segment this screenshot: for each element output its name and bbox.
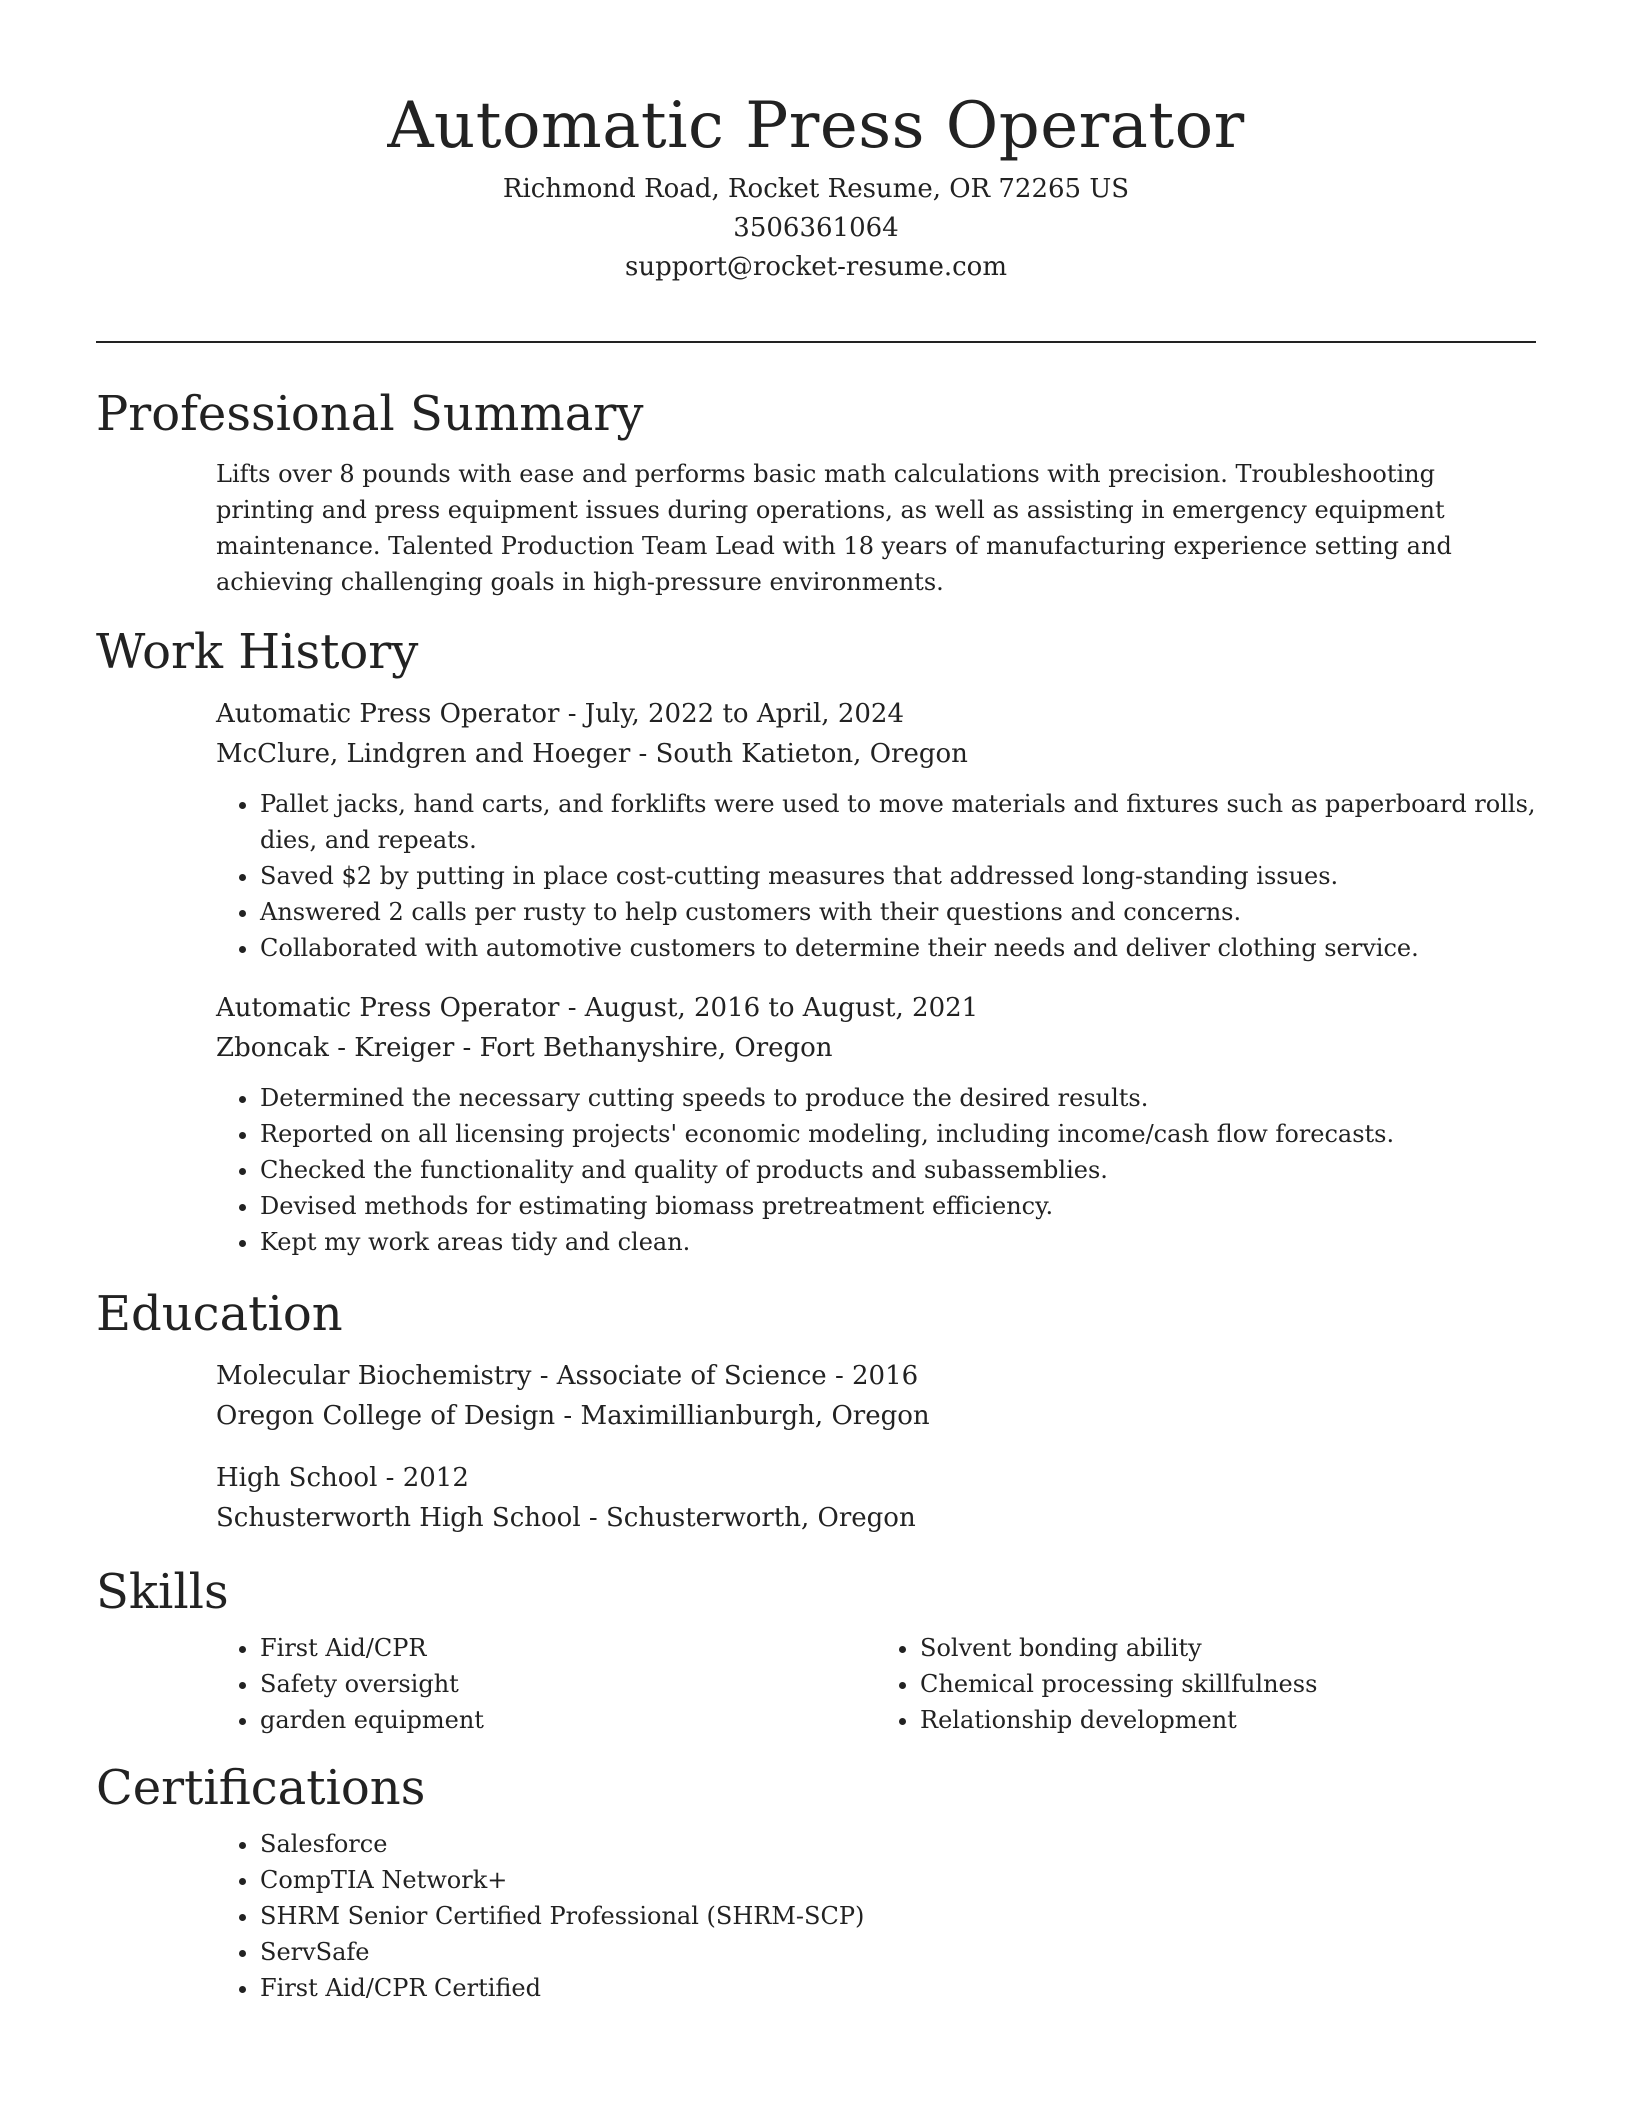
- job-bullet: • Pallet jacks, hand carts, and forklifts were used to move materials and fixtures such as paperboard rolls, dies, and repeats.: [260, 786, 1536, 858]
- job-bullet: • Checked the functionality and quality of products and subassemblies.: [260, 1152, 1536, 1188]
- job-bullet: • Collaborated with automotive customers to determine their needs and deliver clothing service.: [260, 930, 1536, 966]
- header-divider: [96, 341, 1536, 343]
- education-entry: [216, 1356, 1536, 1436]
- summary-title: Professional Summary: [96, 386, 644, 442]
- job-bullets: [216, 786, 1536, 966]
- skills-column-right: [876, 1630, 1536, 1738]
- skills-section: [96, 1560, 1536, 1738]
- school-line: Schusterworth High School - Schusterworth, Oregon: [216, 1503, 916, 1533]
- job-bullet: • Devised methods for estimating biomass pretreatment efficiency.: [260, 1188, 1536, 1224]
- job-title-line: Automatic Press Operator - August, 2016 to August, 2021: [216, 993, 979, 1023]
- degree-type: Associate of Science: [556, 1361, 827, 1391]
- skill-item: • Safety oversight: [260, 1666, 876, 1702]
- degree-field: Molecular Biochemistry: [216, 1361, 532, 1391]
- skill-item: • Relationship development: [920, 1702, 1536, 1738]
- school-name: Oregon College of Design: [216, 1401, 556, 1431]
- school-location: Maximillianburgh, Oregon: [580, 1401, 930, 1431]
- degree-year: 2012: [402, 1463, 469, 1493]
- job-title-line: Automatic Press Operator - July, 2022 to April, 2024: [216, 699, 904, 729]
- job-company: Zboncak - Kreiger: [216, 1033, 455, 1063]
- skill-item: • garden equipment: [260, 1702, 876, 1738]
- job-role: Automatic Press Operator: [216, 699, 560, 729]
- skills-column-left: [216, 1630, 876, 1738]
- job-role: Automatic Press Operator: [216, 993, 560, 1023]
- certifications-section: [96, 1756, 1536, 2006]
- degree-line: Molecular Biochemistry - Associate of Science - 2016: [216, 1361, 919, 1391]
- resume-header: [96, 82, 1536, 287]
- job-bullets: [216, 1080, 1536, 1260]
- job-dates: August, 2016 to August, 2021: [584, 993, 979, 1023]
- job-bullet: • Reported on all licensing projects' economic modeling, including income/cash flow forecasts.: [260, 1116, 1536, 1152]
- job-company-line: Zboncak - Kreiger - Fort Bethanyshire, Oregon: [216, 1033, 833, 1063]
- skills-title: Skills: [96, 1564, 229, 1620]
- candidate-name: Automatic Press Operator: [387, 89, 1245, 163]
- education-section: [96, 1282, 1536, 1538]
- job-location: Fort Bethanyshire, Oregon: [479, 1033, 833, 1063]
- job-entry: [216, 988, 1536, 1260]
- summary-text: Lifts over 8 pounds with ease and performs basic math calculations with precision. Troubleshooting printing and press equipment issues during operations, as well as assisting in emergency equipment maintenance. Talented Production Team Lead with 18 years of manufacturing experience setting and achieving challenging goals in high-pressure environments.: [216, 460, 1452, 596]
- skill-item: • Chemical processing skillfulness: [920, 1666, 1536, 1702]
- education-entry: [216, 1458, 1536, 1538]
- certification-item: • ServSafe: [260, 1934, 1536, 1970]
- job-bullet: • Kept my work areas tidy and clean.: [260, 1224, 1536, 1260]
- school-line: Oregon College of Design - Maximillianburgh, Oregon: [216, 1401, 930, 1431]
- contact-email: support@rocket-resume.com: [624, 252, 1007, 282]
- certifications-list: [216, 1826, 1536, 2006]
- job-location: South Katieton, Oregon: [655, 739, 968, 769]
- school-location: Schusterworth, Oregon: [605, 1503, 916, 1533]
- skill-item: • Solvent bonding ability: [920, 1630, 1536, 1666]
- certification-item: • First Aid/CPR Certified: [260, 1970, 1536, 2006]
- job-dates: July, 2022 to April, 2024: [584, 699, 904, 729]
- contact-phone: 3506361064: [733, 213, 899, 243]
- job-company-line: McClure, Lindgren and Hoeger - South Katieton, Oregon: [216, 739, 968, 769]
- certification-item: • CompTIA Network+: [260, 1862, 1536, 1898]
- certifications-title: Certifications: [96, 1760, 426, 1816]
- work-history-title: Work History: [96, 624, 419, 680]
- degree-line: High School - 2012: [216, 1463, 469, 1493]
- certification-item: • Salesforce: [260, 1826, 1536, 1862]
- job-bullet: • Saved $2 by putting in place cost-cutting measures that addressed long-standing issues.: [260, 858, 1536, 894]
- summary-section: [96, 382, 1536, 600]
- job-entry: [216, 694, 1536, 966]
- certification-item: • SHRM Senior Certified Professional (SHRM-SCP): [260, 1898, 1536, 1934]
- resume-content: [96, 382, 1536, 2006]
- job-bullet: • Answered 2 calls per rusty to help customers with their questions and concerns.: [260, 894, 1536, 930]
- work-history-section: [96, 620, 1536, 1260]
- skill-item: • First Aid/CPR: [260, 1630, 876, 1666]
- contact-address: Richmond Road, Rocket Resume, OR 72265 US: [502, 174, 1130, 204]
- job-bullet: • Determined the necessary cutting speeds to produce the desired results.: [260, 1080, 1536, 1116]
- degree-field: High School: [216, 1463, 378, 1493]
- skills-grid: [216, 1630, 1536, 1738]
- education-title: Education: [96, 1286, 343, 1342]
- school-name: Schusterworth High School: [216, 1503, 581, 1533]
- job-company: McClure, Lindgren and Hoeger: [216, 739, 631, 769]
- degree-year: 2016: [852, 1361, 919, 1391]
